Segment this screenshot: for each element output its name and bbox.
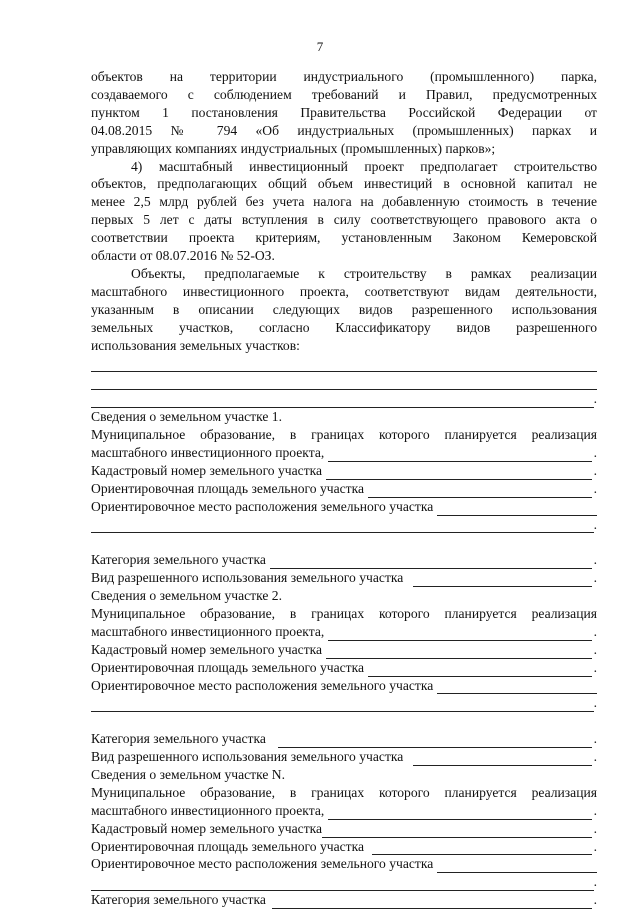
end-dot: .: [593, 731, 597, 747]
cadastral-field[interactable]: [326, 466, 592, 480]
end-dot: .: [593, 641, 597, 657]
category-label: Категория земельного участка: [91, 552, 266, 568]
location-field[interactable]: [437, 680, 597, 694]
text-line: создаваемого с соблюдением требований и Правил, предусмотренных: [91, 86, 597, 102]
municipal-field[interactable]: [328, 448, 591, 462]
text-line: 04.08.2015 № 794 «Об индустриальных (промышленных) парках и: [91, 122, 597, 138]
category-field[interactable]: [278, 734, 592, 748]
area-field[interactable]: [368, 484, 592, 498]
end-dot: .: [593, 462, 597, 478]
page-content: [91, 68, 597, 909]
end-dot: .: [593, 480, 597, 496]
text-line: объектов, предполагающих общий объем инвестиций в основной капитал не: [91, 176, 597, 192]
end-dot: .: [593, 391, 597, 407]
permitted-use-label: Вид разрешенного использования земельного участка: [91, 570, 404, 586]
paragraph-industrial-park: [91, 68, 597, 158]
end-dot: .: [593, 516, 597, 532]
blank-line[interactable]: [91, 390, 597, 408]
text-line: Объекты, предполагаемые к строительству в рамках реализации: [131, 265, 597, 281]
text-line: объектов на территории индустриального (промышленного) парка,: [91, 69, 597, 84]
page-number: 7: [316, 39, 324, 54]
text-line: области от 08.07.2016 № 52-ОЗ.: [91, 248, 275, 264]
text-line: управляющих компаниях индустриальных (промышленных) парков»;: [91, 140, 496, 156]
end-dot: .: [593, 892, 597, 908]
cadastral-field[interactable]: [326, 645, 592, 659]
text-line: менее 2,5 млрд рублей без учета налога на добавленную стоимость в течение: [91, 194, 597, 210]
cadastral-label: Кадастровый номер земельного участка: [91, 462, 323, 478]
plot-heading: Сведения о земельном участке 2.: [91, 588, 282, 604]
end-dot: .: [593, 623, 597, 639]
location-field[interactable]: [437, 502, 597, 516]
location-field-cont[interactable]: [91, 877, 594, 891]
plot-section-2: [91, 587, 597, 766]
end-dot: .: [593, 444, 597, 460]
end-dot: .: [593, 802, 597, 818]
municipal-label-cont: масштабного инвестиционного проекта,: [91, 444, 325, 460]
area-label: Ориентировочная площадь земельного участка: [91, 659, 365, 675]
end-dot: .: [593, 659, 597, 675]
category-field[interactable]: [270, 555, 592, 569]
text-line: 4) масштабный инвестиционный проект предполагает строительство: [131, 158, 597, 174]
area-field[interactable]: [368, 663, 592, 677]
plot-section-1: [91, 408, 597, 587]
category-label: Категория земельного участка: [91, 731, 266, 747]
location-field-cont[interactable]: [91, 698, 594, 712]
category-label: Категория земельного участка: [91, 892, 266, 908]
municipal-label: Муниципальное образование, в границах которого планируется реализация: [91, 605, 597, 621]
plot-section-n: [91, 766, 597, 909]
blank-line[interactable]: [91, 372, 597, 390]
municipal-field[interactable]: [328, 627, 591, 641]
text-line: использования земельных участков:: [91, 337, 300, 353]
municipal-label-cont: масштабного инвестиционного проекта,: [91, 802, 325, 818]
plot-heading: Сведения о земельном участке N.: [91, 767, 285, 783]
text-line: первых 5 лет с даты вступления в силу соответствующего правового акта о: [91, 212, 597, 228]
municipal-label: Муниципальное образование, в границах которого планируется реализация: [91, 427, 597, 443]
permitted-use-blanks: [91, 355, 597, 409]
area-label: Ориентировочная площадь земельного участка: [91, 838, 365, 854]
text-line: соответствии проекта критериям, установленным Законом Кемеровской: [91, 230, 597, 246]
cadastral-label: Кадастровый номер земельного участка: [91, 820, 323, 836]
location-field[interactable]: [437, 859, 597, 873]
end-dot: .: [593, 820, 597, 836]
municipal-label-cont: масштабного инвестиционного проекта,: [91, 623, 325, 639]
end-dot: .: [593, 695, 597, 711]
end-dot: .: [593, 749, 597, 765]
area-label: Ориентировочная площадь земельного участка: [91, 480, 365, 496]
end-dot: .: [593, 874, 597, 890]
plot-heading: Сведения о земельном участке 1.: [91, 409, 282, 425]
permitted-use-field[interactable]: [413, 752, 591, 766]
location-label: Ориентировочное место расположения земельного участка: [91, 677, 434, 693]
municipal-label: Муниципальное образование, в границах которого планируется реализация: [91, 784, 597, 800]
permitted-use-field[interactable]: [413, 573, 591, 587]
location-field-cont[interactable]: [91, 519, 594, 533]
municipal-field[interactable]: [328, 806, 591, 820]
permitted-use-label: Вид разрешенного использования земельного участка: [91, 749, 404, 765]
cadastral-field[interactable]: [322, 824, 592, 838]
category-field[interactable]: [272, 895, 592, 909]
text-line: указанным в описании следующих видов разрешенного использования: [91, 301, 597, 317]
blank-line[interactable]: [91, 355, 597, 373]
paragraph-objects: [91, 265, 597, 355]
location-label: Ориентировочное место расположения земельного участка: [91, 856, 434, 872]
paragraph-investment-criteria: [91, 158, 597, 265]
blank-field[interactable]: [91, 394, 594, 408]
cadastral-label: Кадастровый номер земельного участка: [91, 641, 323, 657]
area-field[interactable]: [372, 841, 592, 855]
text-line: масштабного инвестиционного проекта, соответствуют видам деятельности,: [91, 283, 597, 299]
end-dot: .: [593, 552, 597, 568]
location-label: Ориентировочное место расположения земельного участка: [91, 498, 434, 514]
end-dot: .: [593, 838, 597, 854]
end-dot: .: [593, 570, 597, 586]
text-line: пунктом 1 постановления Правительства Российской Федерации от: [91, 104, 597, 120]
text-line: земельных участков, согласно Классификатору видов разрешенного: [91, 319, 597, 335]
